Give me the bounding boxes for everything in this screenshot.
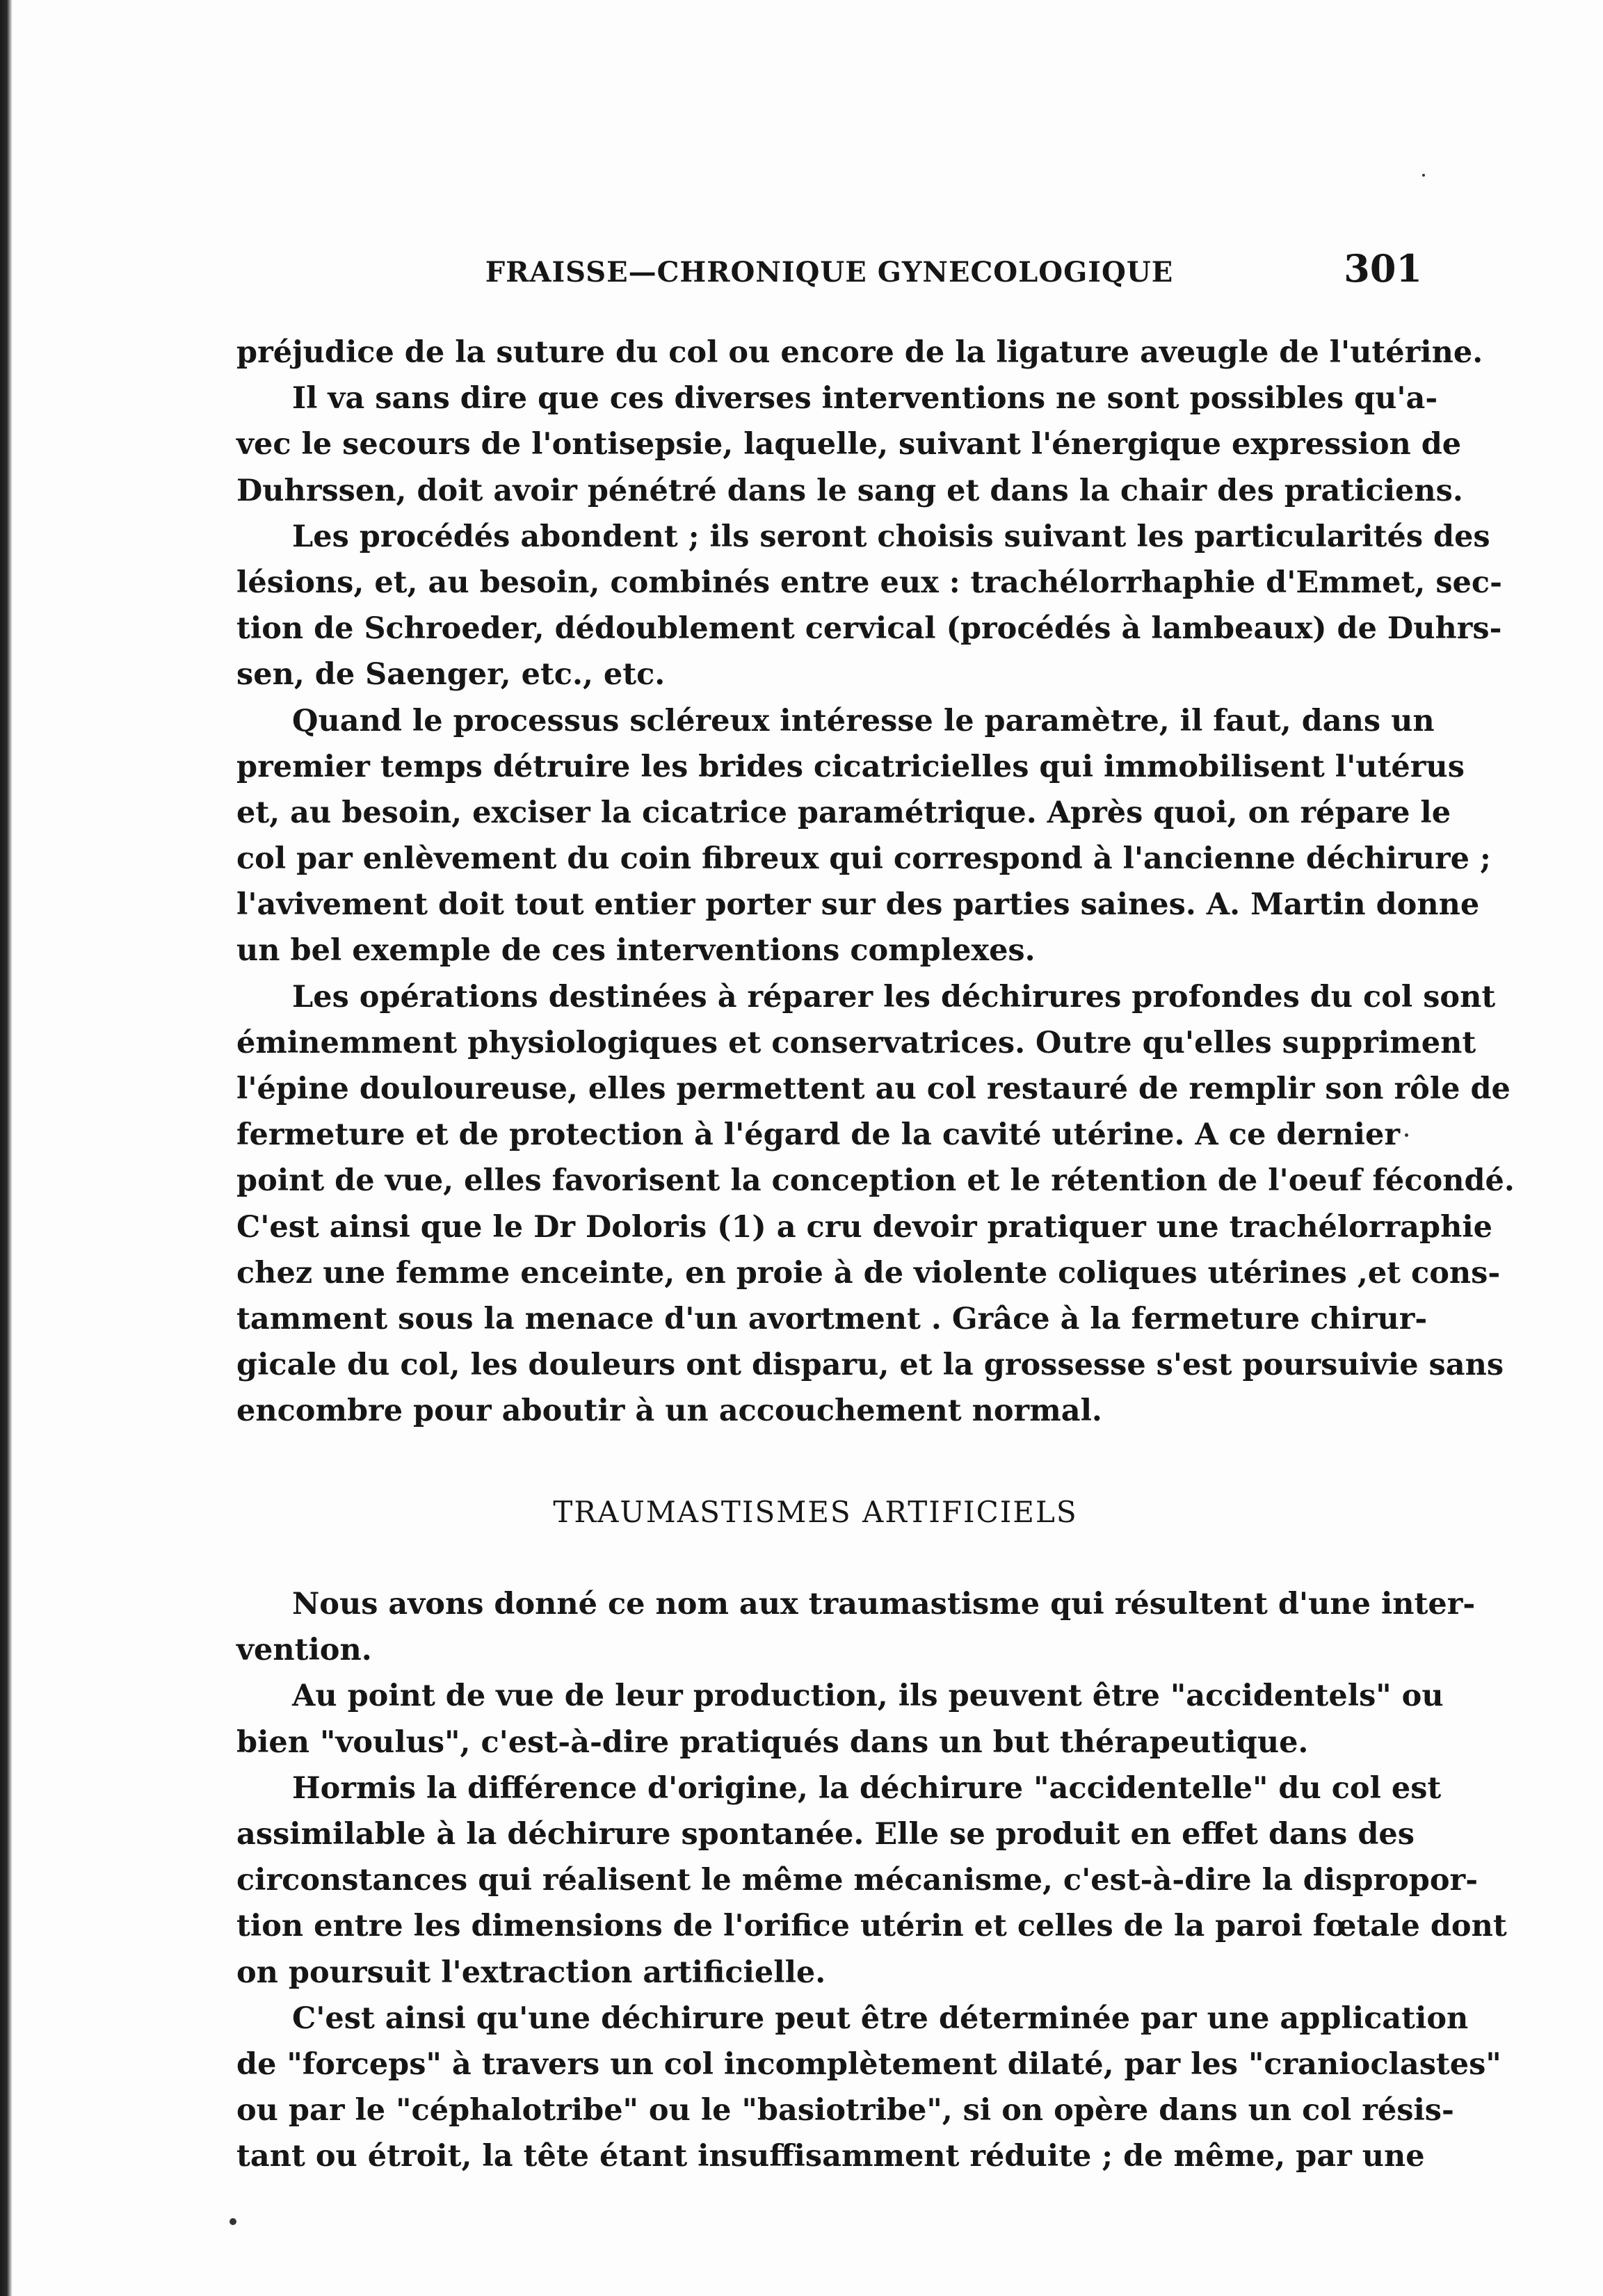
text-line: encombre pour aboutir à un accouchement normal. <box>236 1393 1102 1429</box>
text-line: ou par le "céphalotribe" ou le "basiotribe", si on opère dans un col résis- <box>236 2093 1454 2128</box>
scan-speck <box>1422 174 1425 177</box>
text-line: premier temps détruire les brides cicatricielles qui immobilisent l'utérus <box>236 749 1465 784</box>
text-line: C'est ainsi qu'une déchirure peut être déterminée par une application <box>292 2000 1469 2036</box>
text-line: lésions, et, au besoin, combinés entre eux : trachélorrhaphie d'Emmet, sec- <box>236 565 1502 600</box>
text-line: Il va sans dire que ces diverses interventions ne sont possibles qu'a- <box>292 381 1438 417</box>
page-number: 301 <box>1344 246 1422 291</box>
text-line: Nous avons donné ce nom aux traumastisme qui résultent d'une inter- <box>292 1587 1476 1622</box>
text-line: sen, de Saenger, etc., etc. <box>236 657 666 693</box>
text-line: vec le secours de l'ontisepsie, laquelle, suivant l'énergique expression de <box>236 427 1462 462</box>
text-line: circonstances qui réalisent le même mécanisme, c'est-à-dire la dispropor- <box>236 1863 1479 1898</box>
text-line: assimilable à la déchirure spontanée. Elle se produit en effet dans des <box>236 1816 1415 1852</box>
text-line: Au point de vue de leur production, ils peuvent être "accidentels" ou <box>292 1679 1444 1714</box>
text-line: tion entre les dimensions de l'orifice utérin et celles de la paroi fœtale dont <box>236 1909 1507 1944</box>
text-line: C'est ainsi que le Dr Doloris (1) a cru devoir pratiquer une trachélorraphie <box>236 1209 1493 1245</box>
text-line: l'épine douloureuse, elles permettent au col restauré de remplir son rôle de <box>236 1072 1511 1106</box>
text-line: et, au besoin, exciser la cicatrice paramétrique. Après quoi, on répare le <box>236 795 1451 830</box>
text-line: on poursuit l'extraction artificielle. <box>236 1955 826 1990</box>
text-line: tant ou étroit, la tête étant insuffisamment réduite ; de même, par une <box>236 2139 1425 2174</box>
text-line: l'avivement doit tout entier porter sur des parties saines. A. Martin donne <box>236 887 1480 923</box>
text-line: bien "voulus", c'est-à-dire pratiqués dans un but thérapeutique. <box>236 1724 1309 1760</box>
body-text-section-2 <box>236 1581 1507 2179</box>
scan-speck <box>229 2218 236 2225</box>
text-line: point de vue, elles favorisent la conception et le rétention de l'oeuf fécondé. <box>236 1163 1515 1199</box>
text-line: fermeture et de protection à l'égard de la cavité utérine. A ce dernier <box>236 1117 1400 1153</box>
text-line: chez une femme enceinte, en proie à de violente coliques utérines ,et cons- <box>236 1255 1501 1291</box>
scan-border <box>0 0 13 2296</box>
page-header <box>236 246 1422 299</box>
text-line: un bel exemple de ces interventions complexes. <box>236 933 1036 969</box>
scan-speck <box>1405 1133 1408 1137</box>
running-title: FRAISSE—CHRONIQUE GYNECOLOGIQUE <box>485 256 1174 289</box>
text-line: gicale du col, les douleurs ont disparu, et la grossesse s'est poursuivie sans <box>236 1348 1504 1383</box>
text-line: préjudice de la suture du col ou encore de la ligature aveugle de l'utérine. <box>236 335 1483 370</box>
text-line: éminemment physiologiques et conservatrices. Outre qu'elles suppriment <box>236 1025 1476 1060</box>
text-line: Quand le processus scléreux intéresse le paramètre, il faut, dans un <box>292 703 1435 738</box>
text-line: col par enlèvement du coin fibreux qui correspond à l'ancienne déchirure ; <box>236 841 1491 877</box>
text-line: tion de Schroeder, dédoublement cervical (procédés à lambeaux) de Duhrs- <box>236 611 1502 647</box>
body-text-section-1 <box>236 330 1515 1434</box>
text-line: vention. <box>236 1633 372 1668</box>
text-line: tamment sous la menace d'un avortment . Grâce à la fermeture chirur- <box>236 1301 1428 1336</box>
text-line: de "forceps" à travers un col incomplètement dilaté, par les "cranioclastes" <box>236 2046 1501 2082</box>
section-heading: TRAUMASTISMES ARTIFICIELS <box>553 1495 1078 1529</box>
text-line: Duhrssen, doit avoir pénétré dans le sang et dans la chair des praticiens. <box>236 473 1463 508</box>
text-line: Hormis la différence d'origine, la déchirure "accidentelle" du col est <box>292 1770 1442 1806</box>
text-line: Les procédés abondent ; ils seront choisis suivant les particularités des <box>292 519 1490 554</box>
text-line: Les opérations destinées à réparer les déchirures profondes du col sont <box>292 979 1496 1014</box>
